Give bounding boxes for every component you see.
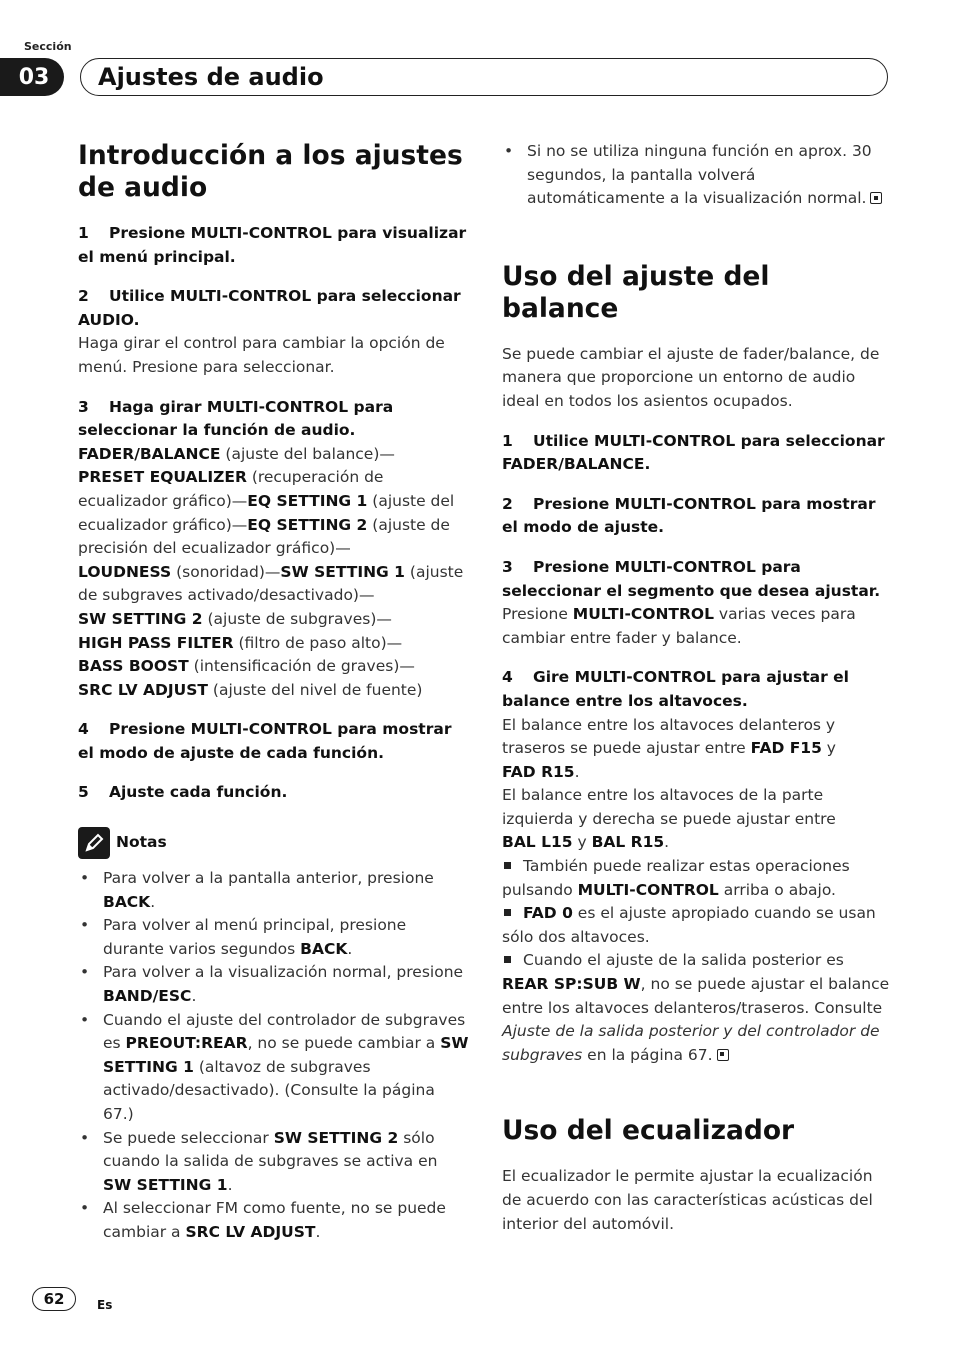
language-code: Es: [97, 1298, 113, 1312]
step-2: 2 Utilice MULTI-CONTROL para seleccionar AUDIO.: [78, 287, 461, 329]
balance-step-1: 1 Utilice MULTI-CONTROL para seleccionar FADER/BALANCE.: [502, 431, 885, 474]
balance-intro: Se puede cambiar el ajuste de fader/balance, de manera que proporcione un entorno de audio ideal en todos los asientos ocupados.: [502, 344, 880, 410]
step-4: 4 Presione MULTI-CONTROL para mostrar el modo de ajuste de cada función.: [78, 720, 452, 762]
balance-step-3-body: Presione MULTI-CONTROL varias veces para cambiar entre fader y balance.: [502, 605, 856, 647]
equalizer-body: El ecualizador le permite ajustar la ecualización de acuerdo con las características acústicas del interior del automóvil.: [502, 1167, 873, 1233]
balance-step-2: 2 Presione MULTI-CONTROL para mostrar el modo de ajuste.: [502, 494, 876, 537]
list-item: • Al seleccionar FM como fuente, no se puede cambiar a SRC LV ADJUST.: [78, 1197, 470, 1244]
balance-square-note-2: FAD 0 es el ajuste apropiado cuando se usan sólo dos altavoces.: [502, 904, 876, 946]
balance-step-4: 4 Gire MULTI-CONTROL para ajustar el balance entre los altavoces.: [502, 668, 849, 710]
left-column: [78, 140, 470, 1245]
step-1: 1 Presione MULTI-CONTROL para visualizar el menú principal.: [78, 224, 467, 266]
page-number: 62: [32, 1287, 76, 1311]
balance-body-2: El balance entre los altavoces de la parte izquierda y derecha se puede ajustar entre BAL L15 y BAL R15.: [502, 786, 836, 852]
notes-label: Notas: [116, 833, 167, 852]
step-3: 3 Haga girar MULTI-CONTROL para seleccionar la función de audio.: [78, 397, 394, 440]
heading-equalizer: Uso del ecualizador: [502, 1115, 795, 1147]
balance-square-note-3: Cuando el ajuste de la salida posterior es REAR SP:SUB W, no se puede ajustar el balance entre los altavoces delanteros/traseros. Consulte Ajuste de la salida posterior y del controlador de subgraves en la página 67.: [502, 951, 890, 1064]
top-note-list: [502, 140, 894, 211]
list-item: • Para volver a la visualización normal, presione BAND/ESC.: [78, 961, 470, 1008]
balance-step-3: 3 Presione MULTI-CONTROL para seleccionar el segmento que desea ajustar.: [502, 557, 881, 600]
list-item: • Para volver a la pantalla anterior, presione BACK.: [78, 867, 470, 914]
step-5: 5 Ajuste cada función.: [78, 783, 288, 802]
list-item: • Para volver al menú principal, presione durante varios segundos BACK.: [78, 914, 470, 961]
step-2-body: Haga girar el control para cambiar la opción de menú. Presione para seleccionar.: [78, 334, 445, 376]
right-column: [502, 140, 894, 1236]
end-mark-icon: [870, 192, 882, 204]
notes-list: [78, 867, 470, 1245]
heading-balance: Uso del ajuste del balance: [502, 260, 770, 324]
notes-header: [78, 827, 470, 859]
balance-body-1: El balance entre los altavoces delanteros y traseros se puede ajustar entre FAD F15 y FAD R15.: [502, 715, 836, 781]
list-item: • Si no se utiliza ninguna función en aprox. 30 segundos, la pantalla volverá automáticamente a la visualización normal.: [502, 140, 894, 211]
list-item: • Cuando el ajuste del controlador de subgraves es PREOUT:REAR, no se puede cambiar a SW SETTING 1 (altavoz de subgraves activado/desactivado). (Consulte la página 67.): [78, 1009, 470, 1127]
function-list: FADER/BALANCE (ajuste del balance)— PRESET EQUALIZER (recuperación de ecualizador gráfico)—EQ SETTING 1 (ajuste del ecualizador gráfico)—EQ SETTING 2 (ajuste de precisión del ecualizador gráfico)— LOUDNESS (sonoridad)—SW SETTING 1 (ajuste de subgraves activado/desactivado)— SW SETTING 2 (ajuste de subgraves)— HIGH PASS FILTER (filtro de paso alto)— BASS BOOST (intensificación de graves)— SRC LV ADJUST (ajuste del nivel de fuente): [78, 444, 464, 699]
square-bullet-icon: [504, 909, 511, 916]
square-bullet-icon: [504, 862, 511, 869]
end-mark-icon: [717, 1049, 729, 1061]
square-bullet-icon: [504, 956, 511, 963]
heading-intro-audio: Introducción a los ajustes de audio: [78, 140, 463, 203]
balance-square-note-1: También puede realizar estas operaciones pulsando MULTI-CONTROL arriba o abajo.: [502, 857, 850, 899]
section-label: Sección: [24, 40, 72, 53]
list-item: • Se puede seleccionar SW SETTING 2 sólo cuando la salida de subgraves se activa en SW SETTING 1.: [78, 1127, 470, 1198]
section-title: Ajustes de audio: [98, 63, 324, 91]
section-number-badge: 03: [0, 58, 64, 96]
pencil-note-icon: [78, 827, 110, 859]
